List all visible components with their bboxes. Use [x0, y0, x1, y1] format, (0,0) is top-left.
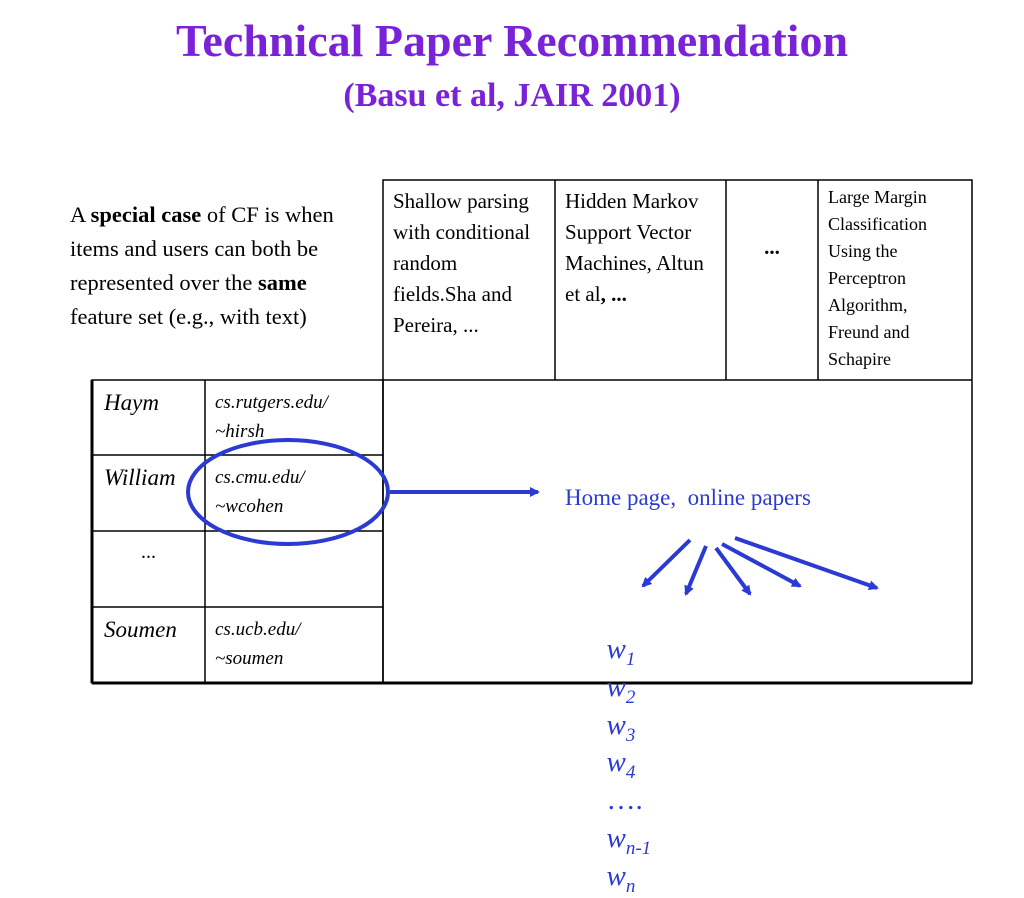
url-line: cs.cmu.edu/	[215, 467, 305, 488]
slide-subtitle: (Basu et al, JAIR 2001)	[343, 77, 681, 114]
arrow-to-w2	[686, 546, 706, 594]
slide-title: Technical Paper Recommendation	[175, 15, 849, 66]
url-line: ~soumen	[215, 648, 284, 669]
paper-table-grid	[383, 180, 972, 683]
user-name-haym: Haym	[104, 390, 159, 415]
intro-text-2: of CF is when items and users can both be represented over the	[70, 202, 334, 295]
word-ellipsis: ….	[606, 784, 643, 817]
user-name-ellipsis: ...	[141, 541, 156, 563]
intro-bold-same: same	[258, 270, 307, 295]
word-features	[592, 600, 651, 898]
user-name-william: William	[104, 465, 176, 490]
url-line: cs.rutgers.edu/	[215, 392, 328, 413]
word-w4: $w_4$	[606, 746, 636, 784]
url-line: cs.ucb.edu/	[215, 619, 301, 640]
paper-ellipsis: ...	[764, 235, 780, 259]
paper-suffix-2: , ...	[600, 282, 627, 306]
url-line: ~wcohen	[215, 496, 284, 517]
intro-text-1: A	[70, 202, 91, 227]
homepage-label: Home page, online papers	[565, 485, 811, 510]
arrow-to-w4	[722, 544, 800, 586]
paper-title-2: Hidden Markov Support Vector Machines, Altun et al	[565, 189, 704, 306]
paper-title-4: Large Margin Classification Using the Perceptron Algorithm, Freund and Schapire	[828, 187, 927, 369]
arrow-to-w1	[643, 540, 690, 586]
intro-text-3: feature set (e.g., with text)	[70, 304, 307, 329]
url-line: ~hirsh	[215, 421, 265, 442]
intro-bold-special-case: special case	[90, 202, 202, 227]
word-fan-arrows	[643, 538, 877, 594]
word-w2: $w_2$	[606, 670, 636, 708]
word-w3: $w_3$	[606, 708, 636, 746]
word-wn: $w_n$	[606, 859, 636, 897]
user-name-soumen: Soumen	[104, 617, 177, 642]
word-w1: $w_1$	[606, 633, 636, 670]
word-wn-1: $w_{n-1}$	[606, 821, 652, 859]
paper-title-1: Shallow parsing with conditional random fields.Sha and Pereira, ...	[393, 189, 531, 337]
